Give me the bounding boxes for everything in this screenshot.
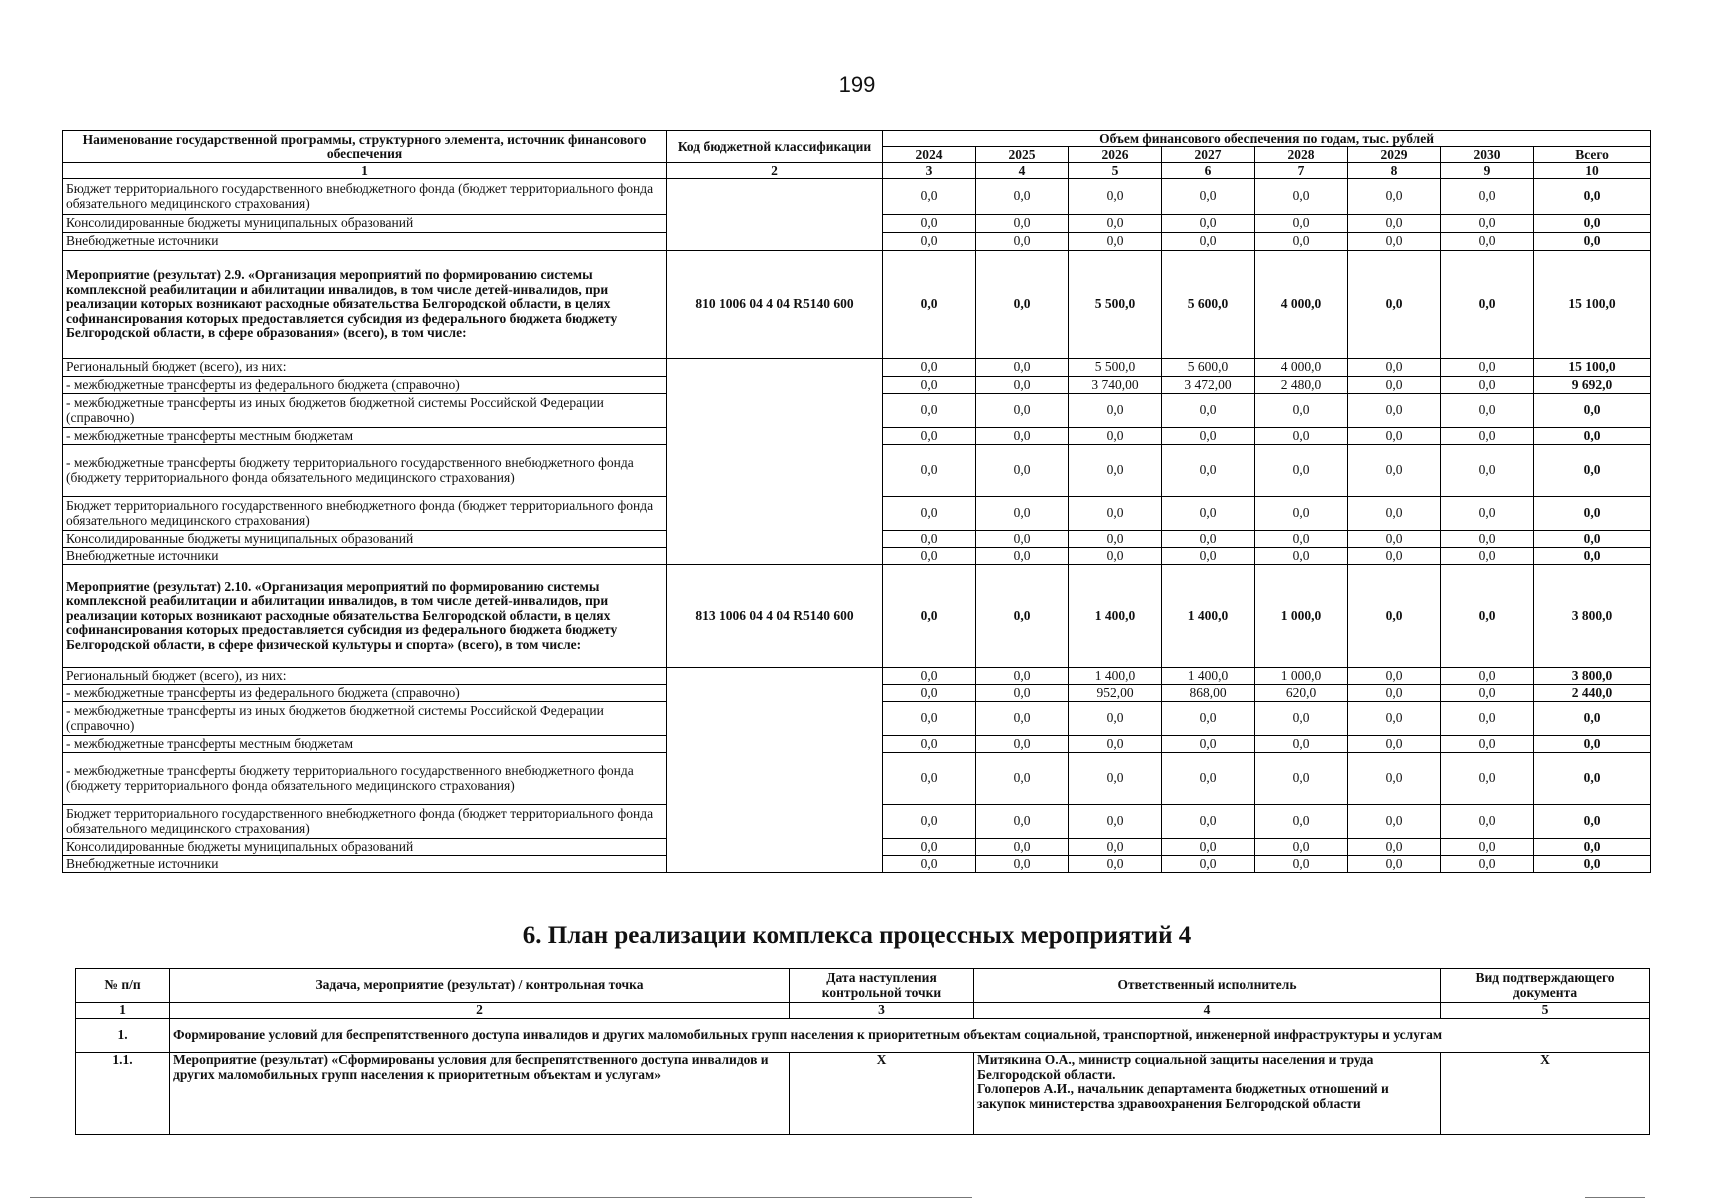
column-number: 2 [667, 163, 883, 179]
table-row [63, 251, 1651, 359]
value-cell: 0,0 [1441, 377, 1534, 394]
column-number: 2 [170, 1003, 790, 1019]
source-name: - межбюджетные трансферты из федерального бюджета (справочно) [63, 685, 667, 702]
header-year: 2026 [1069, 147, 1162, 163]
value-cell: 620,0 [1255, 685, 1348, 702]
value-cell: 0,0 [1441, 179, 1534, 215]
value-cell: 0,0 [1069, 497, 1162, 531]
source-name: Внебюджетные источники [63, 548, 667, 565]
value-cell: 0,0 [1162, 702, 1255, 736]
value-cell: 0,0 [883, 753, 976, 805]
value-total: 0,0 [1534, 394, 1651, 428]
value-cell: 0,0 [1255, 856, 1348, 873]
value-cell: 0,0 [1441, 839, 1534, 856]
value-cell: 0,0 [976, 377, 1069, 394]
value-cell: 0,0 [1255, 548, 1348, 565]
table-row [63, 179, 1651, 215]
value-cell: 0,0 [1441, 565, 1534, 668]
source-name: - межбюджетные трансферты из федерального бюджета (справочно) [63, 377, 667, 394]
column-number: 7 [1255, 163, 1348, 179]
source-name: Бюджет территориального государственного внебюджетного фонда (бюджет территориального фонда обязательного медицинского страхования) [63, 179, 667, 215]
value-total: 0,0 [1534, 233, 1651, 251]
value-cell: 1 000,0 [1255, 668, 1348, 685]
value-cell: 0,0 [1255, 179, 1348, 215]
value-cell: 0,0 [1441, 497, 1534, 531]
responsible-line: Голоперов А.И., начальник департамента бюджетных отношений и закупок министерства здравоохранения Белгородской области [977, 1081, 1389, 1111]
column-number: 1 [76, 1003, 170, 1019]
value-cell: 0,0 [1441, 428, 1534, 445]
value-cell: 0,0 [976, 428, 1069, 445]
value-total: 0,0 [1534, 548, 1651, 565]
value-cell: 0,0 [1441, 251, 1534, 359]
value-total: 0,0 [1534, 445, 1651, 497]
value-cell: 0,0 [1348, 668, 1441, 685]
value-cell: 0,0 [1441, 702, 1534, 736]
value-cell: 952,00 [1069, 685, 1162, 702]
value-cell: 0,0 [976, 394, 1069, 428]
value-cell: 0,0 [1441, 531, 1534, 548]
event-name: Мероприятие (результат) 2.10. «Организация мероприятий по формированию системы комплексной реабилитации и абилитации инвалидов, в том числе детей-инвалидов, при реализации которых возникают расходные обязательства Белгородской области, в целях софинансирования которых предоставляется субсидия из федерального бюджета бюджету Белгородской области, в сфере физической культуры и спорта» (всего), в том числе: [63, 565, 667, 668]
value-cell: 0,0 [1441, 685, 1534, 702]
value-total: 0,0 [1534, 856, 1651, 873]
header-document: Вид подтверждающего документа [1441, 969, 1650, 1003]
value-cell: 5 600,0 [1162, 359, 1255, 377]
value-cell: 0,0 [1069, 394, 1162, 428]
page-number: 199 [838, 72, 876, 97]
source-name: - межбюджетные трансферты из иных бюджетов бюджетной системы Российской Федерации (справочно) [63, 394, 667, 428]
value-cell: 0,0 [1441, 856, 1534, 873]
value-cell: 0,0 [1348, 377, 1441, 394]
value-cell: 0,0 [1348, 548, 1441, 565]
source-name: - межбюджетные трансферты бюджету территориального государственного внебюджетного фонда (бюджету территориального фонда обязательного медицинского страхования) [63, 753, 667, 805]
source-name: Внебюджетные источники [63, 233, 667, 251]
value-cell: 0,0 [976, 445, 1069, 497]
footer-rule [1585, 1197, 1645, 1198]
value-cell: 0,0 [1441, 445, 1534, 497]
value-cell: 0,0 [883, 377, 976, 394]
value-total: 2 440,0 [1534, 685, 1651, 702]
value-cell: 0,0 [976, 251, 1069, 359]
value-cell: 0,0 [883, 179, 976, 215]
column-number: 8 [1348, 163, 1441, 179]
source-name: Региональный бюджет (всего), из них: [63, 668, 667, 685]
value-cell: 0,0 [1441, 548, 1534, 565]
source-name: - межбюджетные трансферты местным бюджетам [63, 428, 667, 445]
header-year: 2030 [1441, 147, 1534, 163]
value-cell: 0,0 [976, 531, 1069, 548]
value-cell: 0,0 [976, 233, 1069, 251]
event-number: 1.1. [76, 1053, 170, 1135]
value-cell: 5 600,0 [1162, 251, 1255, 359]
value-cell: 0,0 [976, 215, 1069, 233]
value-cell: 1 400,0 [1069, 668, 1162, 685]
value-cell: 0,0 [883, 565, 976, 668]
value-cell: 0,0 [883, 548, 976, 565]
value-cell: 0,0 [1162, 548, 1255, 565]
value-cell: 0,0 [1441, 394, 1534, 428]
value-cell: 0,0 [1069, 839, 1162, 856]
source-name: Внебюджетные источники [63, 856, 667, 873]
value-total: 15 100,0 [1534, 251, 1651, 359]
value-cell: 1 400,0 [1162, 565, 1255, 668]
value-total: 0,0 [1534, 215, 1651, 233]
value-cell: 0,0 [1069, 702, 1162, 736]
value-cell: 0,0 [1162, 856, 1255, 873]
table-row [63, 565, 1651, 668]
column-number: 3 [883, 163, 976, 179]
value-cell: 0,0 [1348, 531, 1441, 548]
value-cell: 0,0 [883, 233, 976, 251]
value-cell: 0,0 [1255, 497, 1348, 531]
value-cell: 0,0 [1162, 445, 1255, 497]
value-cell: 0,0 [1069, 179, 1162, 215]
value-cell: 0,0 [883, 839, 976, 856]
value-cell: 1 400,0 [1162, 668, 1255, 685]
value-cell: 0,0 [1069, 215, 1162, 233]
value-cell: 0,0 [883, 805, 976, 839]
task-number: 1. [76, 1019, 170, 1053]
value-cell: 0,0 [1348, 233, 1441, 251]
value-cell: 0,0 [1348, 753, 1441, 805]
source-name: - межбюджетные трансферты бюджету территориального государственного внебюджетного фонда (бюджету территориального фонда обязательного медицинского страхования) [63, 445, 667, 497]
value-cell: 0,0 [1348, 805, 1441, 839]
value-cell: 0,0 [1348, 428, 1441, 445]
value-cell: 0,0 [1255, 753, 1348, 805]
value-cell: 0,0 [1255, 805, 1348, 839]
value-cell: 0,0 [1348, 445, 1441, 497]
value-cell: 0,0 [883, 531, 976, 548]
value-cell: 868,00 [1162, 685, 1255, 702]
value-cell: 0,0 [1441, 753, 1534, 805]
value-total: 0,0 [1534, 179, 1651, 215]
source-name: Консолидированные бюджеты муниципальных образований [63, 531, 667, 548]
value-cell: 0,0 [976, 702, 1069, 736]
value-cell: 0,0 [883, 215, 976, 233]
value-cell: 0,0 [976, 839, 1069, 856]
value-cell: 0,0 [1348, 839, 1441, 856]
value-cell: 0,0 [883, 445, 976, 497]
budget-code-empty [667, 668, 883, 873]
value-cell: 5 500,0 [1069, 251, 1162, 359]
value-cell: 3 472,00 [1162, 377, 1255, 394]
responsible-executor [974, 1053, 1441, 1135]
value-cell: 0,0 [976, 359, 1069, 377]
value-cell: 2 480,0 [1255, 377, 1348, 394]
value-cell: 0,0 [1069, 856, 1162, 873]
value-cell: 0,0 [1348, 215, 1441, 233]
value-total: 0,0 [1534, 805, 1651, 839]
value-cell: 0,0 [1255, 215, 1348, 233]
value-cell: 4 000,0 [1255, 251, 1348, 359]
header-number: № п/п [76, 969, 170, 1003]
value-cell: 0,0 [1348, 685, 1441, 702]
header-year: Всего [1534, 147, 1651, 163]
value-cell: 0,0 [1348, 394, 1441, 428]
value-cell: 5 500,0 [1069, 359, 1162, 377]
value-cell: 0,0 [1162, 394, 1255, 428]
header-task: Задача, мероприятие (результат) / контрольная точка [170, 969, 790, 1003]
column-number: 3 [790, 1003, 974, 1019]
responsible-line: Митякина О.А., министр социальной защиты населения и труда Белгородской области. [977, 1052, 1374, 1082]
value-cell: 0,0 [976, 685, 1069, 702]
value-cell: 0,0 [1069, 445, 1162, 497]
value-cell: 0,0 [1069, 428, 1162, 445]
value-cell: 0,0 [1348, 565, 1441, 668]
value-cell: 0,0 [1348, 179, 1441, 215]
value-cell: 0,0 [1255, 428, 1348, 445]
value-cell: 0,0 [1162, 839, 1255, 856]
value-cell: 0,0 [1348, 359, 1441, 377]
value-total: 0,0 [1534, 753, 1651, 805]
value-cell: 0,0 [1162, 233, 1255, 251]
document-type: X [1441, 1053, 1650, 1135]
source-name: - межбюджетные трансферты из иных бюджетов бюджетной системы Российской Федерации (справочно) [63, 702, 667, 736]
value-cell: 4 000,0 [1255, 359, 1348, 377]
value-cell: 0,0 [883, 685, 976, 702]
value-cell: 0,0 [1069, 736, 1162, 753]
value-cell: 0,0 [1441, 215, 1534, 233]
value-cell: 0,0 [1255, 702, 1348, 736]
value-cell: 0,0 [883, 736, 976, 753]
value-cell: 0,0 [883, 497, 976, 531]
financing-table [62, 130, 1651, 873]
value-cell: 0,0 [1162, 179, 1255, 215]
value-cell: 0,0 [883, 394, 976, 428]
value-cell: 0,0 [1069, 548, 1162, 565]
header-year: 2024 [883, 147, 976, 163]
event-name: Мероприятие (результат) 2.9. «Организация мероприятий по формированию системы комплексной реабилитации и абилитации инвалидов, в том числе детей-инвалидов, при реализации которых возникают расходные обязательства Белгородской области, в целях софинансирования которых предоставляется субсидия из федерального бюджета бюджету Белгородской области, в сфере образования» (всего), в том числе: [63, 251, 667, 359]
value-cell: 0,0 [1162, 531, 1255, 548]
header-year: 2025 [976, 147, 1069, 163]
column-number: 4 [976, 163, 1069, 179]
value-cell: 0,0 [1348, 251, 1441, 359]
table-row [63, 359, 1651, 377]
column-number: 5 [1441, 1003, 1650, 1019]
column-number: 1 [63, 163, 667, 179]
value-cell: 0,0 [1162, 736, 1255, 753]
value-cell: 0,0 [1069, 753, 1162, 805]
value-cell: 0,0 [883, 428, 976, 445]
value-cell: 0,0 [1441, 233, 1534, 251]
column-number: 5 [1069, 163, 1162, 179]
value-cell: 0,0 [1441, 668, 1534, 685]
value-total: 0,0 [1534, 736, 1651, 753]
source-name: Консолидированные бюджеты муниципальных образований [63, 215, 667, 233]
budget-code-empty [667, 179, 883, 251]
value-cell: 0,0 [1255, 839, 1348, 856]
value-cell: 0,0 [1162, 805, 1255, 839]
budget-code-empty [667, 359, 883, 565]
value-cell: 1 400,0 [1069, 565, 1162, 668]
source-name: Региональный бюджет (всего), из них: [63, 359, 667, 377]
value-total: 0,0 [1534, 702, 1651, 736]
value-cell: 0,0 [976, 753, 1069, 805]
value-total: 3 800,0 [1534, 668, 1651, 685]
header-name: Наименование государственной программы, структурного элемента, источник финансового обеспечения [63, 131, 667, 163]
value-cell: 0,0 [1069, 531, 1162, 548]
value-cell: 0,0 [976, 668, 1069, 685]
value-cell: 0,0 [1348, 702, 1441, 736]
value-cell: 0,0 [976, 736, 1069, 753]
value-cell: 0,0 [976, 856, 1069, 873]
section-title: 6. План реализации комплекса процессных мероприятий 4 [522, 922, 1192, 949]
value-cell: 0,0 [1162, 753, 1255, 805]
column-number: 6 [1162, 163, 1255, 179]
value-total: 0,0 [1534, 839, 1651, 856]
value-cell: 0,0 [1069, 805, 1162, 839]
budget-code: 813 1006 04 4 04 R5140 600 [667, 565, 883, 668]
source-name: Бюджет территориального государственного внебюджетного фонда (бюджет территориального фонда обязательного медицинского страхования) [63, 805, 667, 839]
value-cell: 0,0 [1162, 497, 1255, 531]
value-cell: 0,0 [976, 805, 1069, 839]
header-year: 2028 [1255, 147, 1348, 163]
value-cell: 3 740,00 [1069, 377, 1162, 394]
value-cell: 0,0 [1162, 428, 1255, 445]
value-total: 0,0 [1534, 531, 1651, 548]
header-code: Код бюджетной классификации [667, 131, 883, 163]
value-total: 9 692,0 [1534, 377, 1651, 394]
control-date: X [790, 1053, 974, 1135]
value-cell: 0,0 [1348, 856, 1441, 873]
table-row [63, 668, 1651, 685]
value-cell: 0,0 [976, 179, 1069, 215]
plan-table [75, 968, 1650, 1135]
header-responsible: Ответственный исполнитель [974, 969, 1441, 1003]
value-total: 0,0 [1534, 428, 1651, 445]
value-cell: 0,0 [1255, 736, 1348, 753]
header-year: 2027 [1162, 147, 1255, 163]
value-cell: 0,0 [1348, 497, 1441, 531]
source-name: Консолидированные бюджеты муниципальных образований [63, 839, 667, 856]
value-cell: 0,0 [883, 668, 976, 685]
header-volume: Объем финансового обеспечения по годам, тыс. рублей [883, 131, 1651, 147]
value-cell: 0,0 [1255, 445, 1348, 497]
value-cell: 0,0 [976, 497, 1069, 531]
value-cell: 0,0 [1162, 215, 1255, 233]
budget-code: 810 1006 04 4 04 R5140 600 [667, 251, 883, 359]
value-cell: 0,0 [1069, 233, 1162, 251]
value-cell: 0,0 [883, 856, 976, 873]
column-number: 4 [974, 1003, 1441, 1019]
source-name: Бюджет территориального государственного внебюджетного фонда (бюджет территориального фонда обязательного медицинского страхования) [63, 497, 667, 531]
header-date: Дата наступления контрольной точки [790, 969, 974, 1003]
footer-rule [30, 1197, 972, 1198]
value-cell: 0,0 [1255, 531, 1348, 548]
value-cell: 0,0 [883, 359, 976, 377]
value-cell: 0,0 [883, 251, 976, 359]
value-cell: 0,0 [1348, 736, 1441, 753]
value-total: 15 100,0 [1534, 359, 1651, 377]
value-total: 3 800,0 [1534, 565, 1651, 668]
value-cell: 0,0 [976, 565, 1069, 668]
value-cell: 0,0 [1441, 736, 1534, 753]
value-total: 0,0 [1534, 497, 1651, 531]
value-cell: 0,0 [1441, 359, 1534, 377]
task-text: Формирование условий для беспрепятственного доступа инвалидов и других маломобильных групп населения к приоритетным объектам социальной, транспортной, инженерной инфраструктуры и услугам [170, 1019, 1650, 1053]
column-number: 10 [1534, 163, 1651, 179]
column-number: 9 [1441, 163, 1534, 179]
header-year: 2029 [1348, 147, 1441, 163]
value-cell: 1 000,0 [1255, 565, 1348, 668]
value-cell: 0,0 [883, 702, 976, 736]
value-cell: 0,0 [1255, 233, 1348, 251]
value-cell: 0,0 [976, 548, 1069, 565]
value-cell: 0,0 [1441, 805, 1534, 839]
event-text: Мероприятие (результат) «Сформированы условия для беспрепятственного доступа инвалидов и других маломобильных групп населения к приоритетным объектам и услугам» [170, 1053, 790, 1135]
value-cell: 0,0 [1255, 394, 1348, 428]
source-name: - межбюджетные трансферты местным бюджетам [63, 736, 667, 753]
